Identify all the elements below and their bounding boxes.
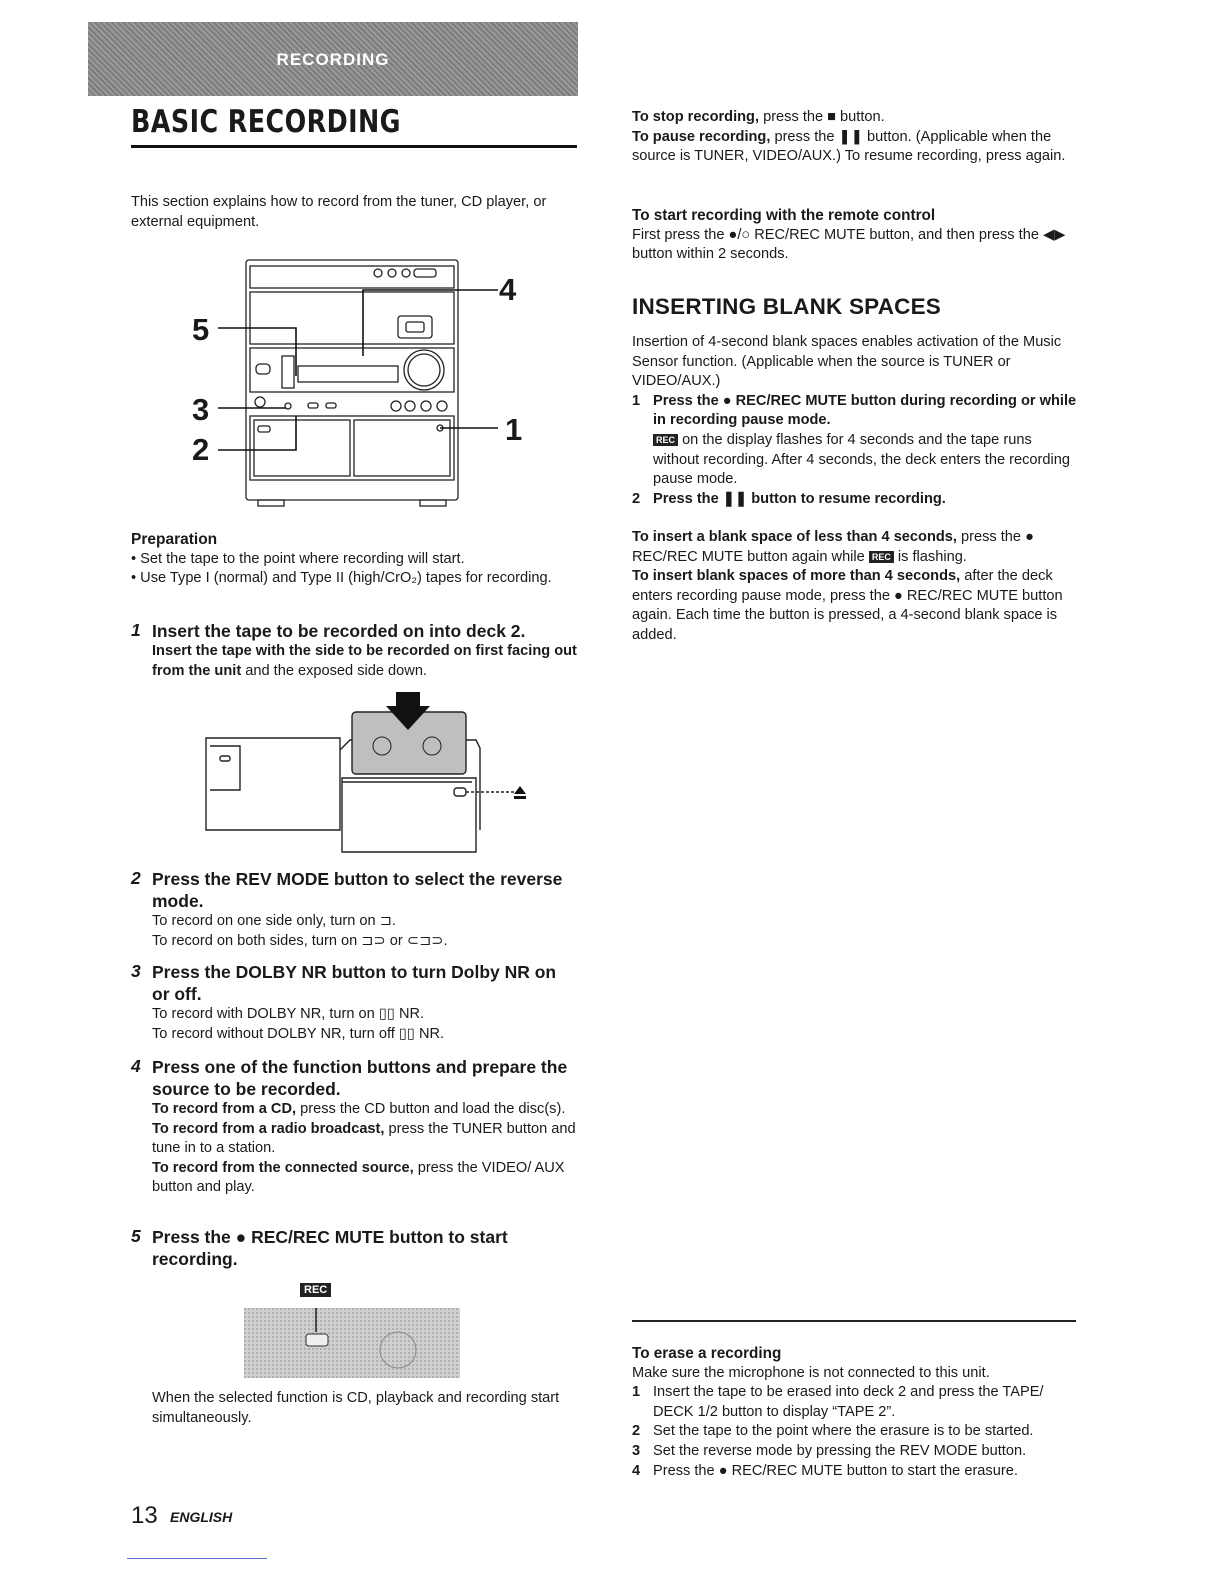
blank-step-2-heading: Press the ❚❚ button to resume recording. <box>653 490 946 507</box>
callout-4: 4 <box>499 272 517 307</box>
step-5-note: When the selected function is CD, playback and recording start simultaneously. <box>152 1390 560 1426</box>
preparation-section <box>131 530 591 589</box>
step-4-sub-text: press the VIDEO/ AUX button and play. <box>152 1159 565 1196</box>
erase-step: 2 Set the tape to the point where the erasure is to be started. <box>632 1423 1034 1440</box>
step-4-sub-text: press the CD button and load the disc(s). <box>296 1101 566 1117</box>
erase-step: 1 Insert the tape to be erased into deck 2 and press the TAPE/ DECK 1/2 button to display “TAPE 2”. <box>632 1384 1044 1420</box>
step-4-sub-bold: To record from a CD, <box>152 1101 297 1117</box>
step-4-sub-bold: To record from the connected source, <box>152 1159 414 1176</box>
erase-step: 4 Press the ● REC/REC MUTE button to start the erasure. <box>632 1462 1018 1479</box>
pause-text: press the ❚❚ button. (Applicable when the source is TUNER, VIDEO/AUX.) To resume recording, press again. <box>632 128 1066 165</box>
step-1-bold: Insert the tape with the side to be recorded on first facing out from the unit <box>152 643 577 679</box>
cassette-insert-illustration <box>200 690 540 858</box>
erase-step-text: Set the reverse mode by pressing the REV MODE button. <box>653 1442 1027 1459</box>
blank-step-1: 1 Press the ● REC/REC MUTE button during recording or while in recording pause mode. REC on the display flashes for 4 seconds and the tape runs without recording. After 4 seconds, the deck enters the recording pause mode. <box>632 392 1077 488</box>
stereo-unit-illustration <box>188 256 528 514</box>
page-number: 13 <box>131 1502 158 1529</box>
step-1-heading: Insert the tape to be recorded on into deck 2. <box>152 621 526 641</box>
remote-section <box>632 206 1078 265</box>
title-rule <box>131 145 577 148</box>
step-3-heading: Press the DOLBY NR button to turn Dolby NR on or off. <box>152 962 557 1004</box>
step-2-number: 2 <box>131 868 141 888</box>
erase-section <box>632 1344 1078 1481</box>
blank-step-1-heading: Press the ● REC/REC MUTE button during recording or while in recording pause mode. <box>653 392 1077 429</box>
callout-5: 5 <box>192 312 210 347</box>
stop-pause-section <box>632 108 1078 167</box>
rec-badge: REC <box>869 551 894 563</box>
step-4-sub-bold: To record from a radio broadcast, <box>152 1120 385 1137</box>
rec-indicator-badge: REC <box>300 1283 331 1297</box>
step-4-sub-text: press the TUNER button and tune in to a station. <box>152 1120 576 1157</box>
section-banner <box>88 22 578 96</box>
erase-step-text: Insert the tape to be erased into deck 2 and press the TAPE/ DECK 1/2 button to display “TAPE 2”. <box>653 1384 1044 1420</box>
pause-bold: To pause recording, <box>632 128 771 145</box>
less-bold: To insert a blank space of less than 4 seconds, <box>632 529 957 545</box>
erase-heading: To erase a recording <box>632 1345 782 1362</box>
step-3-line: To record with DOLBY NR, turn on ▯▯ NR. <box>152 1006 425 1022</box>
display-panel-illustration <box>244 1308 460 1378</box>
preparation-item: • Set the tape to the point where recording will start. <box>131 550 465 567</box>
blank-step-2: 2 Press the ❚❚ button to resume recording. <box>632 490 946 507</box>
blank-spaces-section <box>632 333 1078 509</box>
blank-spaces-heading: INSERTING BLANK SPACES <box>632 294 942 319</box>
step-5 <box>152 1226 578 1270</box>
erase-intro: Make sure the microphone is not connected to this unit. <box>632 1364 990 1381</box>
remote-text: First press the ●/○ REC/REC MUTE button, and then press the ◀▶ button within 2 seconds. <box>632 226 1066 263</box>
step-3-line: To record without DOLBY NR, turn off ▯▯ NR. <box>152 1025 445 1042</box>
callout-2: 2 <box>192 432 210 467</box>
stop-bold: To stop recording, <box>632 109 760 125</box>
step-4-heading: Press one of the function buttons and prepare the source to be recorded. <box>152 1057 568 1099</box>
language-label: ENGLISH <box>170 1509 233 1525</box>
erase-step-text: Press the ● REC/REC MUTE button to start the erasure. <box>653 1462 1018 1479</box>
step-3 <box>152 961 578 1044</box>
remote-heading: To start recording with the remote control <box>632 207 936 224</box>
page-title: BASIC RECORDING <box>131 104 401 140</box>
footer-link-line <box>127 1558 267 1559</box>
callout-1: 1 <box>505 412 523 447</box>
step-5-number: 5 <box>131 1226 141 1246</box>
step-2 <box>152 868 578 951</box>
rec-badge: REC <box>653 434 678 446</box>
step-3-number: 3 <box>131 961 141 981</box>
step-2-heading: Press the REV MODE button to select the reverse mode. <box>152 869 563 911</box>
step-4-number: 4 <box>131 1056 141 1076</box>
more-bold: To insert blank spaces of more than 4 seconds, <box>632 568 961 585</box>
more-text: after the deck enters recording pause mode, press the ● REC/REC MUTE button again. Each time the button is pressed, a 4-second blank space is added. <box>632 568 1063 643</box>
erase-step-text: Set the tape to the point where the erasure is to be started. <box>653 1423 1034 1440</box>
blank-intro: Insertion of 4-second blank spaces enables activation of the Music Sensor function. (Applicable when the source is TUNER or VIDEO/AUX.) <box>632 334 1062 390</box>
step-1-text: and the exposed side down. <box>241 662 427 679</box>
blank-step-1-text: on the display flashes for 4 seconds and the tape runs without recording. After 4 seconds, the deck enters the recording pause mode. <box>653 431 1070 488</box>
preparation-list <box>131 550 591 589</box>
preparation-heading: Preparation <box>131 531 218 548</box>
erase-step: 3 Set the reverse mode by pressing the REV MODE button. <box>632 1442 1027 1459</box>
intro-text: This section explains how to record from the tuner, CD player, or external equipment. <box>131 194 547 230</box>
step-2-line: To record on both sides, turn on ⊐⊃ or ⊂⊐⊃. <box>152 932 448 949</box>
section-divider <box>632 1320 1076 1322</box>
less-text-end: is flashing. <box>893 548 967 565</box>
step-1 <box>152 620 578 681</box>
banner-label: RECORDING <box>276 50 390 69</box>
less-text: press the ● REC/REC MUTE button again while <box>632 529 1034 565</box>
blank-more-less-section <box>632 528 1078 646</box>
step-1-number: 1 <box>131 620 141 640</box>
preparation-item: • Use Type I (normal) and Type II (high/CrO₂) tapes for recording. <box>131 570 552 587</box>
step-2-line: To record on one side only, turn on ⊐. <box>152 913 396 929</box>
callout-3: 3 <box>192 392 210 427</box>
step-5-heading: Press the ● REC/REC MUTE button to start recording. <box>152 1227 508 1269</box>
step-4 <box>152 1056 578 1198</box>
stop-text: press the ■ button. <box>759 109 885 125</box>
